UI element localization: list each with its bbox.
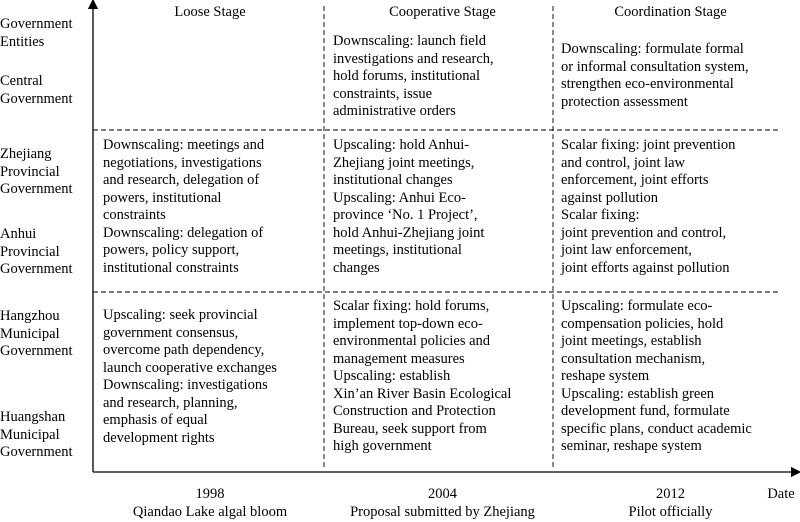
x-axis-label: Date [767,486,795,502]
cell-provincial-loose: Downscaling: meetings and negotiations, investigations and research, delegation of powers, institutional constraints Downscaling: delegation of powers, policy support, institutional constraints [103,137,265,276]
cell-municipal-cooperative: Scalar fixing: hold forums, implement top-down eco- environmental policies and management measures Upscaling: establish Xin’an River Basin Ecological Construction and Protection Bureau, seek support from high government [333,298,512,454]
entity-huangshan: Huangshan Municipal Government [0,409,73,460]
stage-header-loose: Loose Stage [174,4,246,20]
stage-header-cooperative: Cooperative Stage [389,4,496,20]
cell-central-cooperative: Downscaling: launch field investigations and research, hold forums, institutional constraints, issue administrative orders [333,33,494,119]
entity-central: Central Government [0,73,73,107]
cell-provincial-coordination: Scalar fixing: joint prevention and control, joint law enforcement, joint efforts against pollution Scalar fixing: joint prevention and control, joint law enforcement, joint efforts against pollution [561,137,736,276]
y-axis-label: Government Entities [0,16,73,50]
entity-anhui: Anhui Provincial Government [0,226,73,277]
entity-zhejiang: Zhejiang Provincial Government [0,146,73,197]
timeline-year-1998: 1998 [195,486,225,502]
cell-central-coordination: Downscaling: formulate formal or informal consultation system, strengthen eco-environmental protection assessment [561,41,749,110]
timeline-year-2012: 2012 [656,486,685,502]
timeline-year-2004: 2004 [428,486,457,502]
cell-municipal-loose: Upscaling: seek provincial government consensus, overcome path dependency, launch cooperative exchanges Downscaling: investigations and research, planning, emphasis of equal development rights [103,307,277,446]
cell-provincial-cooperative: Upscaling: hold Anhui- Zhejiang joint meetings, institutional changes Upscaling: Anhui Eco- province ‘No. 1 Project’, hold Anhui-Zhejiang joint meetings, institutional changes [333,137,485,276]
timeline-event-2004: Proposal submitted by Zhejiang [350,504,535,520]
entity-hangzhou: Hangzhou Municipal Government [0,308,73,359]
cell-municipal-coordination: Upscaling: formulate eco- compensation policies, hold joint meetings, establish consultation mechanism, reshape system Upscaling: establish green development fund, formulate specific plans, conduct academic seminar, reshape system [561,298,752,454]
timeline-event-2012: Pilot officially [628,504,713,520]
stage-header-coordination: Coordination Stage [614,4,727,20]
timeline-event-1998: Qiandao Lake algal bloom [132,504,288,520]
